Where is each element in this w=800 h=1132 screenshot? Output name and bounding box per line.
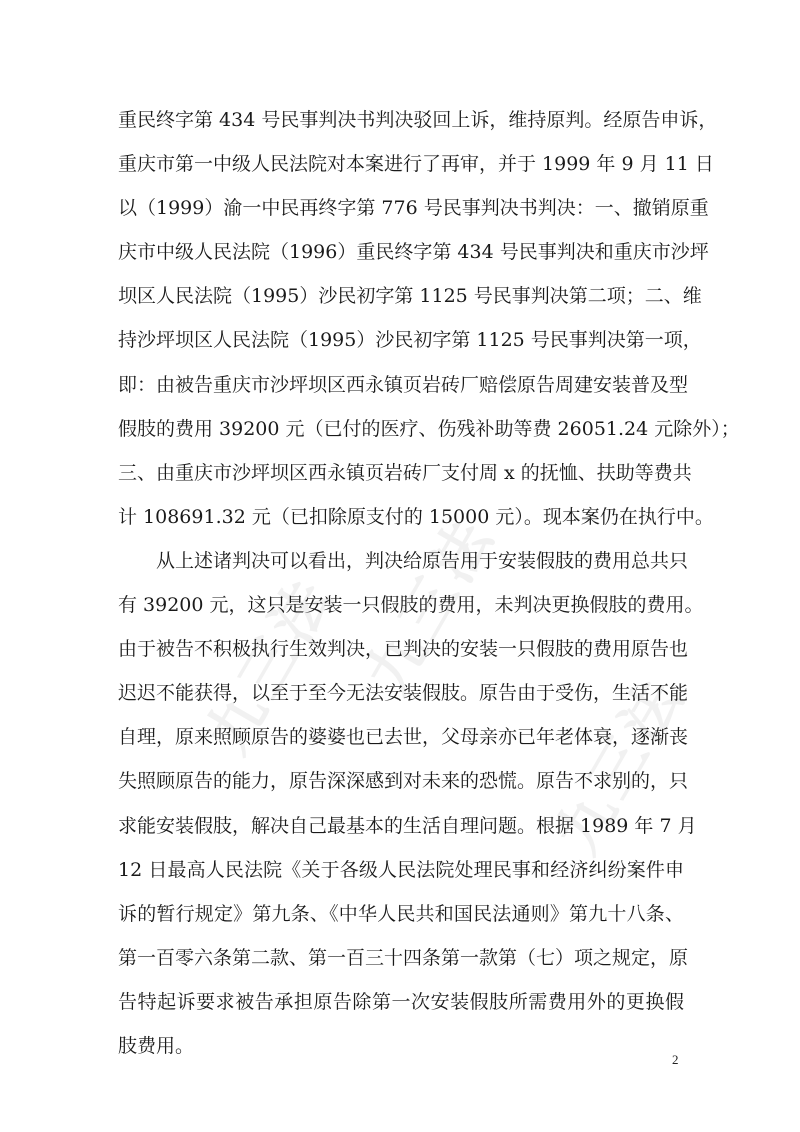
paragraph-2-line: 有 39200 元，这只是安装一只假肢的费用，未判决更换假肢的费用。 <box>118 594 704 617</box>
paragraph-2-line: 迟迟不能获得，以至于至今无法安装假肢。原告由于受伤，生活不能 <box>118 682 689 705</box>
paragraph-2-line: 求能安装假肢，解决自己最基本的生活自理问题。根据 1989 年 7 月 <box>118 814 697 837</box>
paragraph-1-line: 假肢的费用 39200 元（已付的医疗、伤残补助等费 26051.24 元除外）； <box>118 417 740 440</box>
paragraph-2-line: 自理，原来照顾原告的婆婆也已去世，父母亲亦已年老体衰，逐渐丧 <box>118 726 689 749</box>
paragraph-1-line: 重庆市第一中级人民法院对本案进行了再审，并于 1999 年 9 月 11 日 <box>118 153 714 176</box>
paragraph-1 <box>118 98 740 539</box>
paragraph-2-line: 失照顾原告的能力，原告深深感到对未来的恐慌。原告不求别的，只 <box>118 770 689 793</box>
paragraph-2-line: 告特起诉要求被告承担原告除第一次安装假肢所需费用外的更换假 <box>118 990 684 1013</box>
paragraph-1-line: 计 108691.32 元（已扣除原支付的 15000 元）。现本案仍在执行中。 <box>118 505 714 528</box>
paragraph-1-line: 重民终字第 434 号民事判决书判决驳回上诉，维持原判。经原告申诉， <box>118 109 718 131</box>
watermark-2: 九三法 <box>542 664 698 865</box>
paragraph-1-line: 即：由被告重庆市沙坪坝区西永镇页岩砖厂赔偿原告周建安装普及型 <box>118 373 689 396</box>
paragraph-1-line: 庆市中级人民法院（1996）重民终字第 434 号民事判决和重庆市沙坪 <box>118 241 709 264</box>
document-body <box>118 98 740 1068</box>
page-number: 2 <box>672 1052 679 1067</box>
paragraph-1-line: 坝区人民法院（1995）沙民初字第 1125 号民事判决第二项；二、维 <box>118 285 702 308</box>
paragraph-1-line: 三、由重庆市沙坪坝区西永镇页岩砖厂支付周 x 的抚恤、扶助等费共 <box>118 461 692 484</box>
watermark-3: 九三法 <box>352 504 508 705</box>
paragraph-1-line: 以（1999）渝一中民再终字第 776 号民事判决书判决：一、撤销原重 <box>118 197 709 220</box>
paragraph-2-line: 从上述诸判决可以看出，判决给原告用于安装假肢的费用总共只 <box>156 549 689 572</box>
paragraph-2 <box>118 539 704 1068</box>
paragraph-2-line: 诉的暂行规定》第九条、《中华人民共和国民法通则》第九十八条、 <box>118 902 684 925</box>
watermark-1: 九三法 <box>192 564 348 765</box>
paragraph-2-line: 第一百零六条第二款、第一百三十四条第一款第（七）项之规定，原 <box>118 946 689 969</box>
paragraph-2-line: 由于被告不积极执行生效判决，已判决的安装一只假肢的费用原告也 <box>118 638 689 661</box>
paragraph-2-line: 12 日最高人民法院《关于各级人民法院处理民事和经济纠纷案件申 <box>118 858 684 881</box>
paragraph-1-line: 持沙坪坝区人民法院（1995）沙民初字第 1125 号民事判决第一项， <box>118 329 702 352</box>
paragraph-2-line: 肢费用。 <box>118 1034 195 1057</box>
